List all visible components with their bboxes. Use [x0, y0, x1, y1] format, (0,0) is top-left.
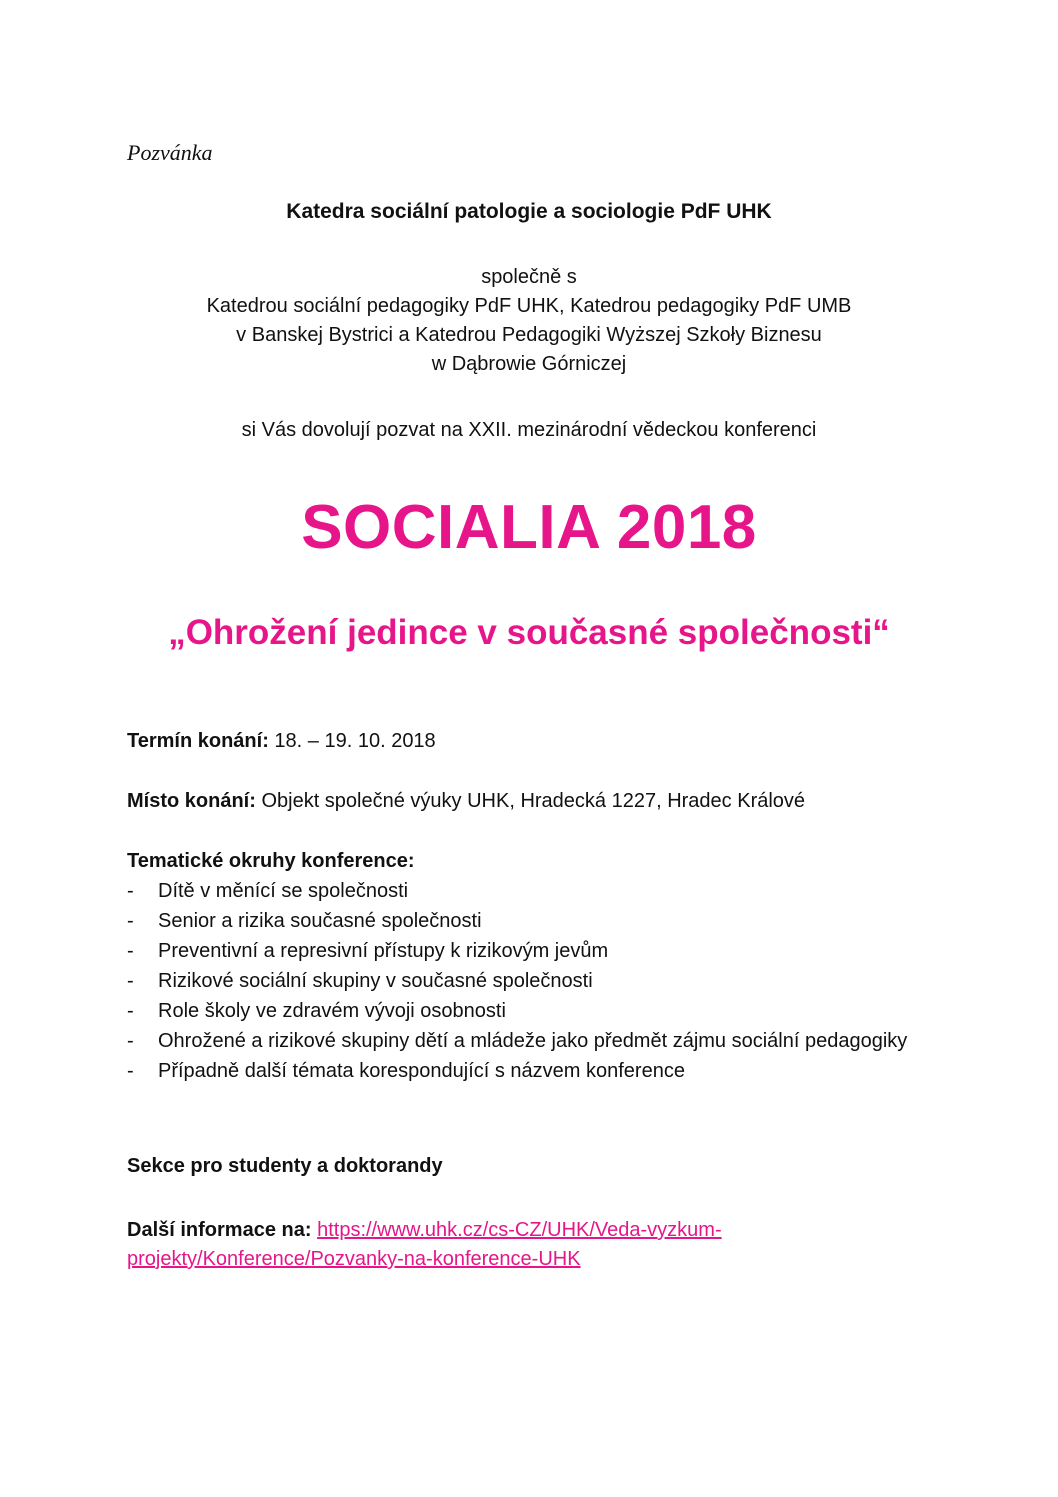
list-item: - Preventivní a represivní přístupy k rizikovým jevům [127, 940, 609, 962]
invitation-text: si Vás dovolují pozvat na XXII. mezinárodní vědeckou konferenci [241, 419, 817, 441]
more-info-link[interactable]: https://www.uhk.cz/cs-CZ/UHK/Veda-vyzkum- projekty/Konference/Pozvanky-na-konference-UHK [127, 1219, 722, 1270]
list-item: - Případně další témata korespondující s názvem konference [127, 1060, 685, 1082]
partners-line: společně s [481, 266, 577, 288]
venue-value: Objekt společné výuky UHK, Hradecká 1227, Hradec Králové [255, 790, 806, 812]
date-line [127, 727, 436, 756]
list-item: - Dítě v měnící se společnosti [127, 880, 409, 902]
list-item: - Ohrožené a rizikové skupiny dětí a mládeže jako předmět zájmu sociální pedagogiky [127, 1030, 908, 1052]
topics-section [127, 847, 927, 1086]
partners-line: Katedrou sociální pedagogiky PdF UHK, Katedrou pedagogiky PdF UMB [206, 295, 852, 317]
invitation-label: Pozvánka [127, 140, 213, 165]
organizer-title: Katedra sociální patologie a sociologie PdF UHK [286, 200, 772, 223]
venue-label: Místo konání: [127, 790, 256, 812]
partners-line: v Banskej Bystrici a Katedrou Pedagogiki Wyższej Szkoły Biznesu [236, 324, 822, 346]
list-item: - Role školy ve zdravém vývoji osobnosti [127, 1000, 506, 1022]
topics-list [127, 876, 927, 1086]
students-section-title: Sekce pro studenty a doktorandy [127, 1155, 443, 1177]
conference-name: SOCIALIA 2018 [301, 493, 757, 562]
partners-line: w Dąbrowie Górniczej [431, 353, 627, 375]
list-item: - Senior a rizika současné společnosti [127, 910, 482, 932]
date-label: Termín konání: [127, 730, 269, 752]
date-value: 18. – 19. 10. 2018 [268, 730, 436, 752]
list-item: - Rizikové sociální skupiny v současné společnosti [127, 970, 593, 992]
students-section [127, 1152, 443, 1181]
more-info-label: Další informace na: [127, 1219, 312, 1241]
conference-theme: „Ohrožení jedince v současné společnosti“ [168, 613, 890, 652]
topics-label: Tematické okruhy konference: [127, 850, 415, 872]
more-info-line [127, 1216, 927, 1274]
partners-block [0, 263, 1058, 379]
venue-line [127, 787, 805, 816]
